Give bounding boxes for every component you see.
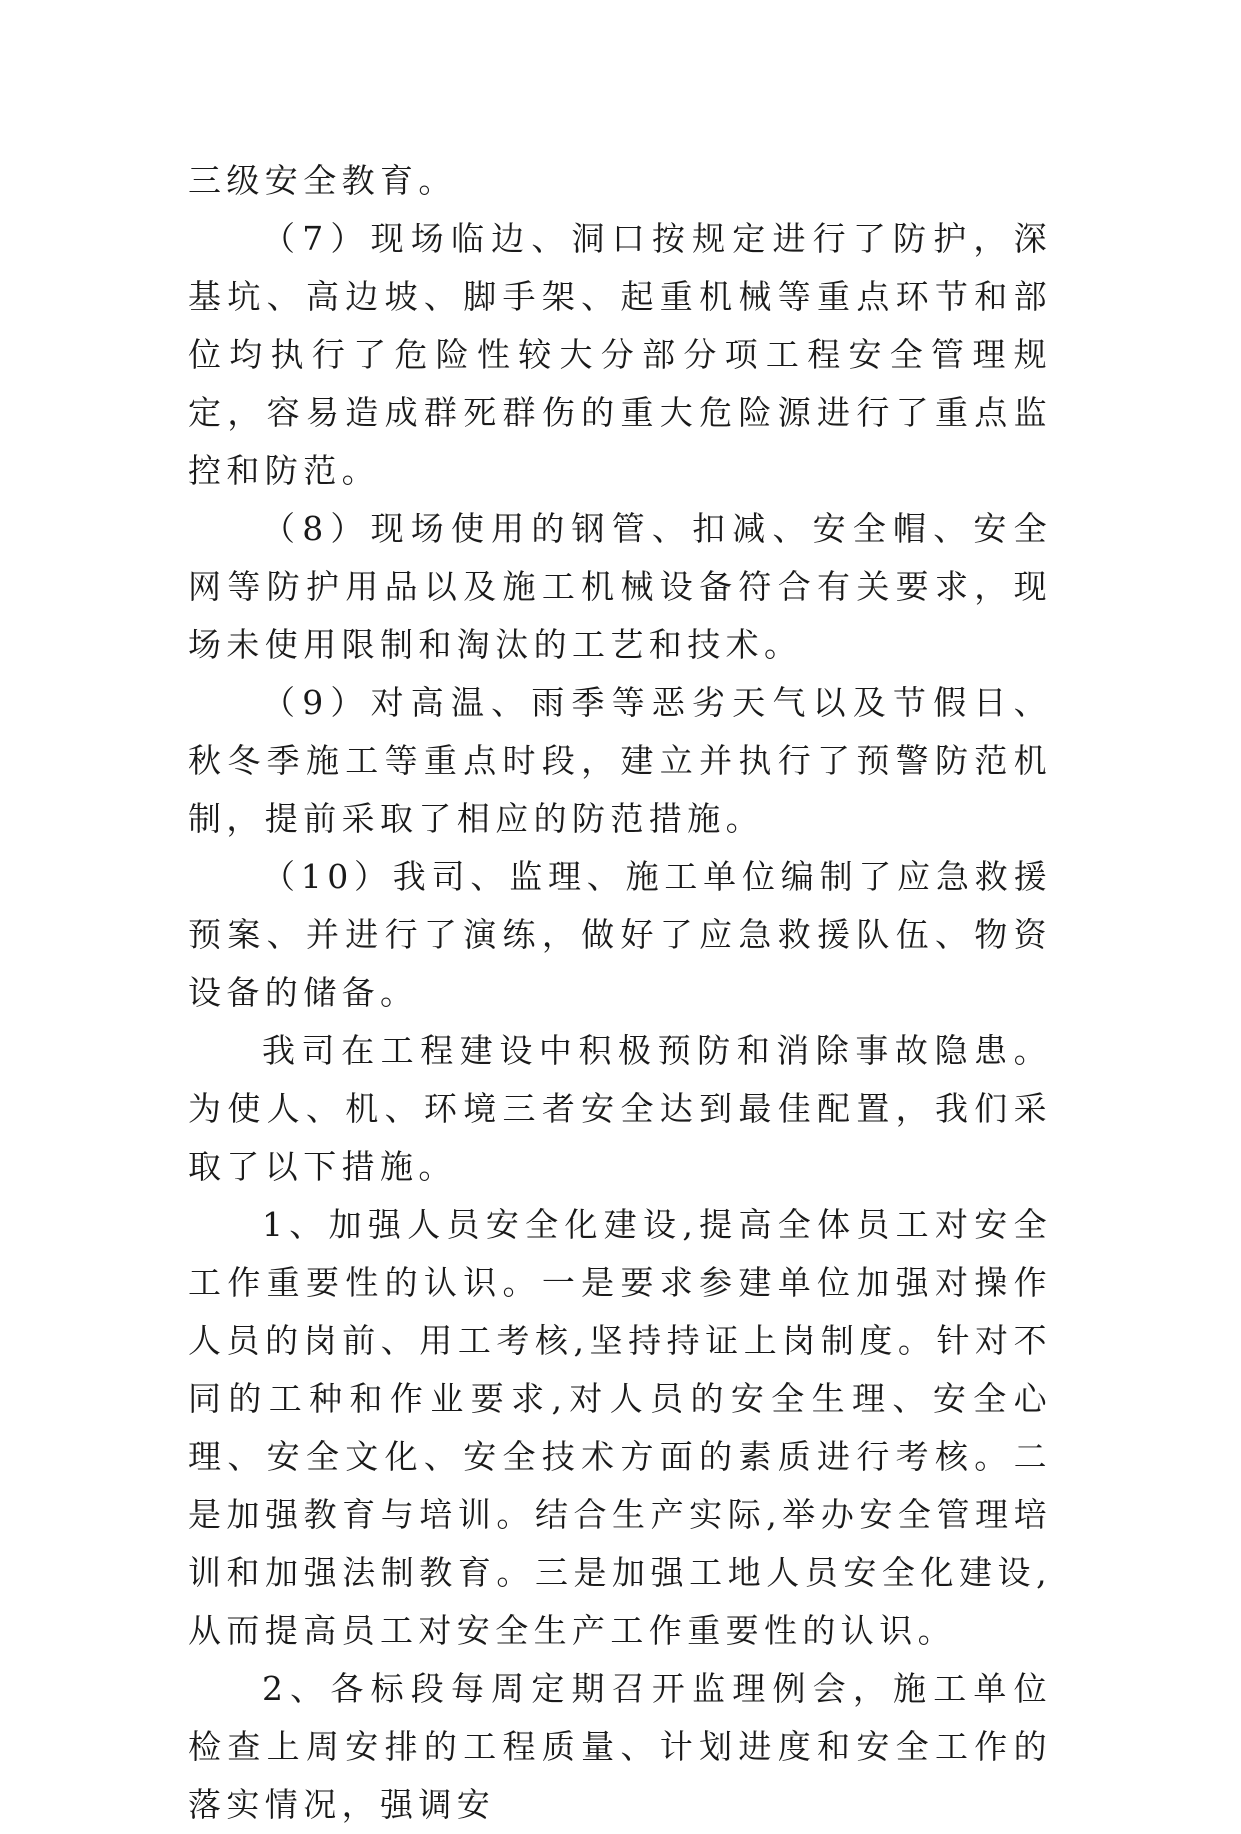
document-body bbox=[188, 152, 1052, 1834]
paragraph-item-9: （9）对高温、雨季等恶劣天气以及节假日、秋冬季施工等重点时段，建立并执行了预警防范机制，提前采取了相应的防范措施。 bbox=[188, 683, 1052, 838]
paragraph-continuation: 三级安全教育。 bbox=[188, 161, 457, 200]
paragraph-item-10: （10）我司、监理、施工单位编制了应急救援预案、并进行了演练，做好了应急救援队伍、物资设备的储备。 bbox=[188, 857, 1052, 1012]
paragraph-item-7: （7）现场临边、洞口按规定进行了防护，深基坑、高边坡、脚手架、起重机械等重点环节和部位均执行了危险性较大分部分项工程安全管理规定，容易造成群死群伤的重大危险源进行了重点监控和防范。 bbox=[188, 219, 1052, 490]
paragraph-item-8: （8）现场使用的钢管、扣减、安全帽、安全网等防护用品以及施工机械设备符合有关要求，现场未使用限制和淘汰的工艺和技术。 bbox=[188, 509, 1052, 664]
paragraph-measure-1: 1、加强人员安全化建设,提高全体员工对安全工作重要性的认识。一是要求参建单位加强对操作人员的岗前、用工考核,坚持持证上岗制度。针对不同的工种和作业要求,对人员的安全生理、安全心理、安全文化、安全技术方面的素质进行考核。二是加强教育与培训。结合生产实际,举办安全管理培训和加强法制教育。三是加强工地人员安全化建设,从而提高员工对安全生产工作重要性的认识。 bbox=[188, 1205, 1052, 1650]
paragraph-measures-intro: 我司在工程建设中积极预防和消除事故隐患。为使人、机、环境三者安全达到最佳配置，我们采取了以下措施。 bbox=[188, 1031, 1052, 1186]
paragraph-measure-2: 2、各标段每周定期召开监理例会，施工单位检查上周安排的工程质量、计划进度和安全工作的落实情况，强调安 bbox=[188, 1669, 1052, 1824]
